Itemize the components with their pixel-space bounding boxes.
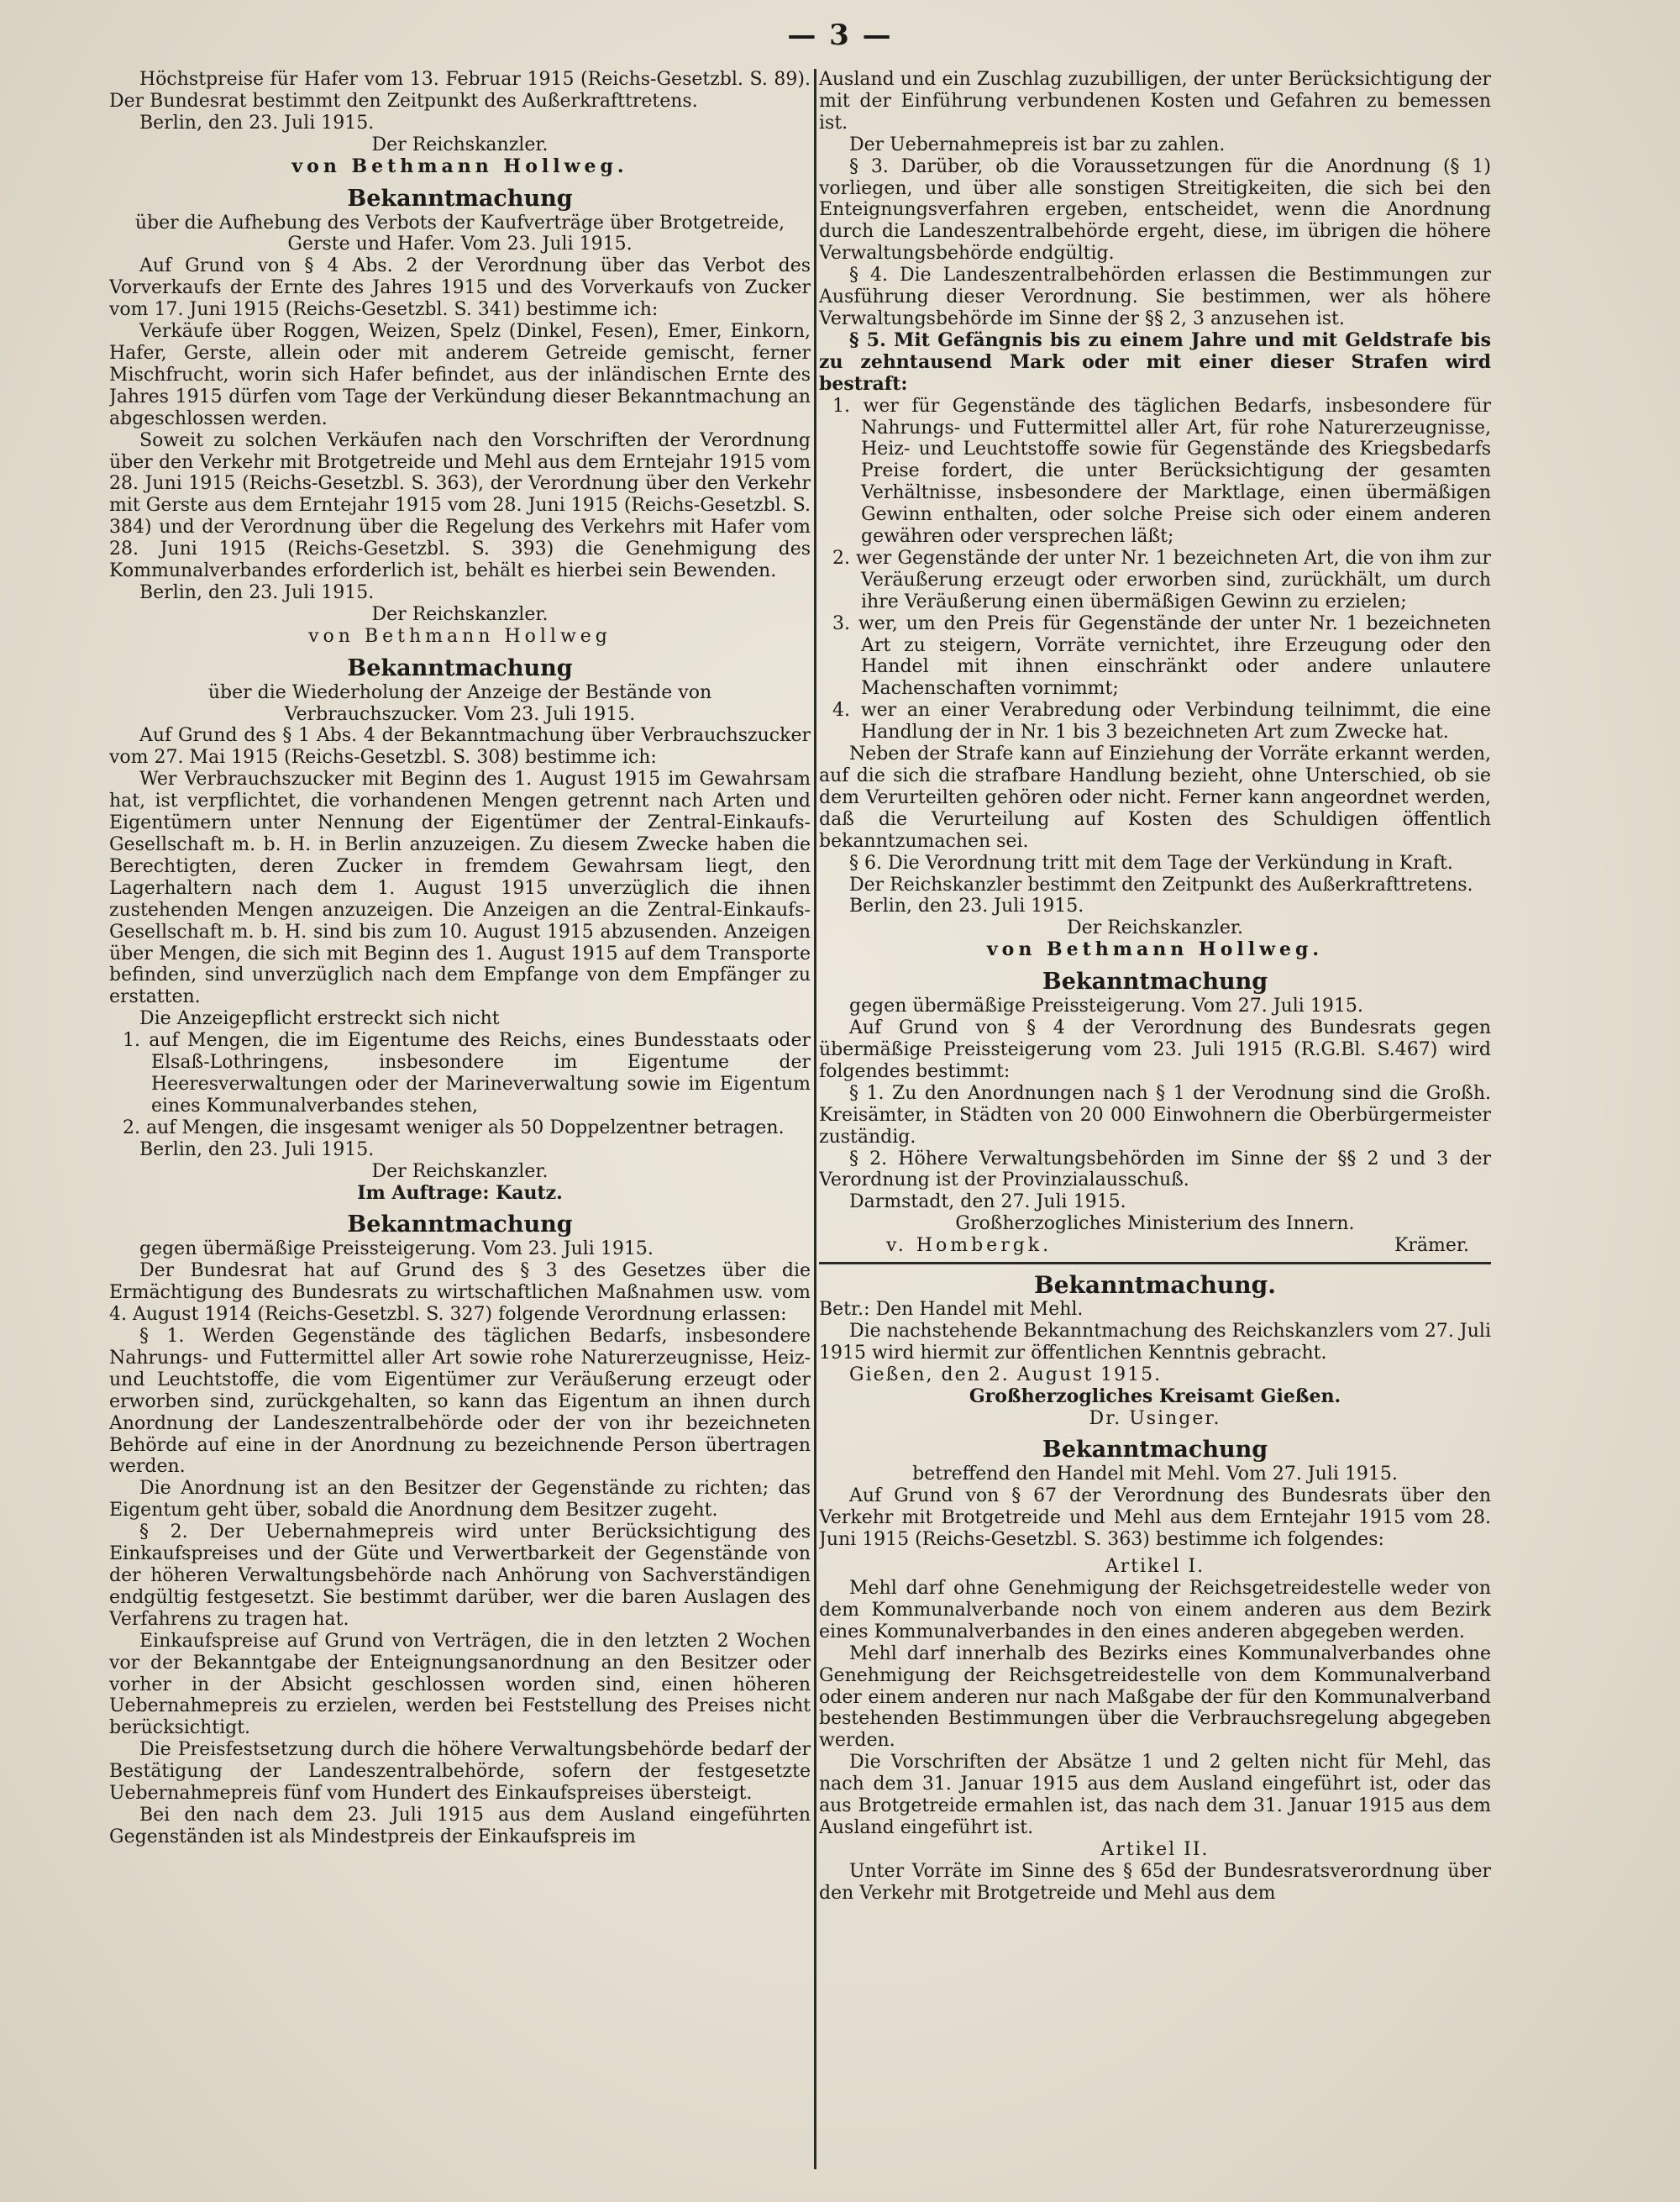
notice-date: Berlin, den 23. Juli 1915. — [139, 1138, 375, 1160]
notice-paragraph: Die Vorschriften der Absätze 1 und 2 gelten nicht für Mehl, das nach dem 31. Januar 1915 aus dem Ausland eingeführt ist, oder das aus Brotgetreide ermahlen ist, das nach dem 31. Januar 1915 aus dem Ausland eingeführt ist. — [819, 1752, 1491, 1838]
intro-date: Berlin, den 23. Juli 1915. — [139, 112, 375, 134]
list-item: 2. wer Gegenstände der unter Nr. 1 bezeichneten Art, die von ihm zur Veräußerung erzeugt oder erworben sind, zurückhält, um durch ihre Veräußerung einen übermäßigen Gewinn zu erzielen; — [832, 547, 1491, 612]
notice-paragraph: Mehl darf ohne Genehmigung der Reichsgetreidestelle weder von dem Kommunalverbande noch von einem anderen aus dem Bezirk eines Kommunalverbandes in den eines anderen abgegeben werden. — [819, 1578, 1491, 1642]
notice-subtitle: gegen übermäßige Preissteigerung. Vom 23. Juli 1915. — [139, 1238, 654, 1260]
notice-paragraph: § 1. Werden Gegenstände des täglichen Bedarfs, insbesondere Nahrungs- und Futtermittel aller Art sowie rohe Naturerzeugnisse, Heiz- und Leuchtstoffe, die vom Eigentümer zur Veräußerung erzeugt oder erworben sind, zurückgehalten, so kann das Eigentum an ihnen durch Anordnung der Landeszentralbehörde oder der von ihr bezeichneten Behörde auf eine in der Anordnung zu bezeichnende Person übertragen werden. — [109, 1326, 811, 1478]
notice-heading: Bekanntmachung — [347, 1211, 573, 1238]
notice-paragraph: Die Anordnung ist an den Besitzer der Gegenstände zu richten; das Eigentum geht über, sobald die Anordnung dem Besitzer zugeht. — [109, 1478, 811, 1521]
notice-paragraph: Verkäufe über Roggen, Weizen, Spelz (Dinkel, Fesen), Emer, Einkorn, Hafer, Gerste, allein oder mit anderem Getreide gemischt, ferner Mischfrucht, worin sich Hafer befindet, aus der inländischen Ernte des Jahres 1915 dürfen vom Tage der Verkündung dieser Bekanntmachung an abgeschlossen werden. — [109, 321, 811, 429]
signature-name: v. Hombergk. — [886, 1235, 1053, 1257]
notice-paragraph: § 2. Höhere Verwaltungsbehörden im Sinne der §§ 2 und 3 der Verordnung ist der Provinzialausschuß. — [819, 1148, 1491, 1191]
list-item: 4. wer an einer Verabredung oder Verbindung teilnimmt, die eine Handlung der in Nr. 1 bis 3 bezeichneten Art zum Zwecke hat. — [832, 700, 1491, 744]
signature-title: Der Reichskanzler. — [371, 134, 549, 155]
signature-title: Der Reichskanzler. — [371, 1160, 549, 1182]
notice-paragraph: Mehl darf innerhalb des Bezirks eines Kommunalverbandes ohne Genehmigung der Reichsgetreidestelle von dem Kommunalverband oder einem anderen nur nach Maßgabe der für den Kommunalverband bestehenden Bestimmungen über die Verbrauchsregelung abgegeben werden. — [819, 1642, 1491, 1752]
notice-heading: Bekanntmachung — [347, 654, 573, 681]
notice-paragraph: Auf Grund von § 67 der Verordnung des Bundesrats über den Verkehr mit Brotgetreide und Mehl aus dem Erntejahr 1915 vom 28. Juni 1915 (Reichs-Gesetzbl. S. 363) bestimme ich folgendes: — [819, 1485, 1491, 1551]
notice-paragraph: Die Anzeigepflicht erstreckt sich nicht — [139, 1008, 500, 1030]
notice-paragraph: § 1. Zu den Anordnungen nach § 1 der Verodnung sind die Großh. Kreisämter, in Städten von 20 000 Einwohnern die Oberbürgermeister zuständig. — [819, 1082, 1491, 1148]
notice-paragraph: Die nachstehende Bekanntmachung des Reichskanzlers vom 27. Juli 1915 wird hiermit zur öffentlichen Kenntnis gebracht. — [819, 1320, 1491, 1364]
notice-paragraph: § 5. Mit Gefängnis bis zu einem Jahre und mit Geldstrafe bis zu zehntausend Mark oder mit einer dieser Strafen wird bestraft: — [819, 328, 1491, 395]
notice-paragraph: Der Bundesrat hat auf Grund des § 3 des Gesetzes über die Ermächtigung des Bundesrats zu wirtschaftlichen Maßnahmen usw. vom 4. August 1914 (Reichs-Gesetzbl. S. 327) folgende Verordnung erlassen: — [109, 1260, 811, 1326]
notice-paragraph: Ausland und ein Zuschlag zuzubilligen, der unter Berücksichtigung der mit der Einführung verbundenen Kosten und Gefahren zu bemessen ist. — [819, 69, 1491, 134]
right-column — [819, 69, 1491, 2186]
notice-paragraph: § 2. Der Uebernahmepreis wird unter Berücksichtigung des Einkaufspreises und der Güte und Verwertbarkeit der Gegenstände von der höheren Verwaltungsbehörde nach Anhörung von Sachverständigen endgültig festgesetzt. Sie bestimmt darüber, wer die baren Auslagen des Verfahrens zu tragen hat. — [109, 1521, 811, 1630]
notice-paragraph: Auf Grund von § 4 der Verordnung des Bundesrats gegen übermäßige Preissteigerung vom 23. Juli 1915 (R.G.Bl. S.467) wird folgendes bestimmt: — [819, 1017, 1491, 1082]
notice-date: Darmstadt, den 27. Juli 1915. — [849, 1191, 1126, 1213]
notice-paragraph: Soweit zu solchen Verkäufen nach den Vorschriften der Verordnung über den Verkehr mit Brotgetreide und Mehl aus dem Erntejahr 1915 vom 28. Juni 1915 (Reichs-Gesetzbl. S. 363), der Verordnung über den Verkehr mit Gerste aus dem Erntejahr 1915 vom 28. Juni 1915 (Reichs-Gesetzbl. S. 384) und der Verordnung über die Regelung des Verkehrs mit Hafer vom 28. Juni 1915 (Reichs-Gesetzbl. S. 393) die Genehmigung des Kommunalverbandes erforderlich ist, behält es hierbei sein Bewenden. — [109, 429, 811, 582]
notice-paragraph: Wer Verbrauchszucker mit Beginn des 1. August 1915 im Gewahrsam hat, ist verpflichtet, die vorhandenen Mengen getrennt nach Arten und Eigentümern unter Nennung der Eigentümer der Zentral-Einkaufs-Gesellschaft m. b. H. in Berlin anzuzeigen. Zu diesem Zwecke haben die Berechtigten, deren Zucker in fremdem Gewahrsam liegt, den Lagerhaltern nach dem 1. August 1915 unverzüglich die ihnen zustehenden Mengen anzuzeigen. Die Anzeigen an die Zentral-Einkaufs-Gesellschaft m. b. H. sind bis zum 10. August 1915 abzusenden. Anzeigen über Mengen, die sich mit Beginn des 1. August 1915 auf dem Transporte befinden, sind unverzüglich nach dem Empfange von dem Empfänger zu erstatten. — [109, 769, 811, 1008]
article-heading: Artikel I. — [1105, 1556, 1205, 1578]
notice-paragraph: § 4. Die Landeszentralbehörden erlassen die Bestimmungen zur Ausführung dieser Verordnung. Sie bestimmen, wer als höhere Verwaltungsbehörde im Sinne der §§ 2, 3 anzusehen ist. — [819, 265, 1491, 329]
notice-subtitle: über die Aufhebung des Verbots der Kaufverträge über Brotgetreide, Gerste und Hafer. Vom 23. Juli 1915. — [134, 212, 785, 255]
signature-title: Der Reichskanzler. — [1067, 917, 1243, 939]
notice-subtitle: gegen übermäßige Preissteigerung. Vom 27. Juli 1915. — [849, 996, 1363, 1017]
signature-name: Dr. Usinger. — [1089, 1407, 1221, 1429]
notice-subtitle: betreffend den Handel mit Mehl. Vom 27. Juli 1915. — [912, 1464, 1398, 1485]
left-column — [109, 69, 811, 2186]
notice-heading: Bekanntmachung — [347, 185, 573, 212]
notice-paragraph: Unter Vorräte im Sinne des § 65d der Bundesratsverordnung über den Verkehr mit Brotgetreide und Mehl aus dem — [819, 1860, 1491, 1904]
signature-name: Im Auftrage: Kautz. — [357, 1181, 563, 1204]
notice-paragraph: Auf Grund von § 4 Abs. 2 der Verordnung über das Verbot des Vorverkaufs der Ernte des Jahres 1915 und des Vorverkaufs von Zucker vom 17. Juni 1915 (Reichs-Gesetzbl. S. 341) bestimme ich: — [109, 255, 811, 321]
article-heading: Artikel II. — [1100, 1838, 1210, 1860]
list-item: 1. wer für Gegenstände des täglichen Bedarfs, insbesondere für Nahrungs- und Futtermittel aller Art, für rohe Naturerzeugnisse, Heiz- und Leuchtstoffe sowie für Gegenstände des Kriegsbedarfs Preise fordert, die unter Berücksichtigung der gesamten Verhältnisse, insbesondere der Marktlage, einen übermäßigen Gewinn enthalten, oder solche Preise sich oder einem anderen gewähren oder versprechen läßt; — [832, 395, 1491, 548]
notice-date: Gießen, den 2. August 1915. — [849, 1364, 1163, 1385]
notice-heading: Bekanntmachung — [1042, 1437, 1268, 1464]
notice-heading: Bekanntmachung — [1042, 969, 1268, 996]
notice-paragraph: § 3. Darüber, ob die Voraussetzungen für die Anordnung (§ 1) vorliegen, und über alle sonstigen Streitigkeiten, die sich bei den Enteignungsverfahren ergeben, entscheidet, wenn die Anordnung durch die Landeszentralbehörde ergeht, diese, im übrigen die höhere Verwaltungsbehörde endgültig. — [819, 155, 1491, 265]
signature-name: Krämer. — [1394, 1235, 1469, 1257]
notice-paragraph: Einkaufspreise auf Grund von Verträgen, die in den letzten 2 Wochen vor der Bekanntgabe der Enteignungsanordnung an den Besitzer oder vorher in der Absicht geschlossen worden sind, einen höheren Uebernahmepreis zu erzielen, werden bei Feststellung des Preises nicht berücksichtigt. — [109, 1630, 811, 1739]
signature-title: Großherzogliches Ministerium des Innern. — [955, 1213, 1355, 1235]
notice-paragraph: Bei den nach dem 23. Juli 1915 aus dem Ausland eingeführten Gegenständen ist als Mindestpreis der Einkaufspreis im — [109, 1804, 811, 1847]
signature-name: von Bethmann Hollweg — [308, 625, 612, 647]
notice-heading: Bekanntmachung. — [1034, 1271, 1276, 1300]
page-number: — 3 — — [787, 18, 893, 52]
signature-title: Großherzogliches Kreisamt Gießen. — [969, 1385, 1341, 1407]
notice-date: Berlin, den 23. Juli 1915. — [139, 581, 375, 603]
notice-paragraph: § 6. Die Verordnung tritt mit dem Tage der Verkündung in Kraft. — [849, 852, 1453, 874]
list-item: 2. auf Mengen, die insgesamt weniger als 50 Doppelzentner betragen. — [123, 1117, 785, 1138]
notice-subtitle: über die Wiederholung der Anzeige der Bestände von Verbrauchszucker. Vom 23. Juli 1915. — [207, 681, 712, 725]
column-divider — [814, 69, 816, 2169]
notice-paragraph: Die Preisfestsetzung durch die höhere Verwaltungsbehörde bedarf der Bestätigung der Landeszentralbehörde, sofern der festgesetzte Uebernahmepreis fünf vom Hundert des Einkaufspreises übersteigt. — [109, 1739, 811, 1805]
section-rule — [819, 1262, 1491, 1264]
notice-date: Berlin, den 23. Juli 1915. — [849, 896, 1084, 917]
list-item: 1. auf Mengen, die im Eigentume des Reichs, eines Bundesstaats oder Elsaß-Lothringens, insbesondere im Eigentume der Heeresverwaltungen oder der Marineverwaltung sowie im Eigentum eines Kommunalverbandes stehen, — [123, 1030, 811, 1117]
signature-row — [819, 1235, 1491, 1257]
notice-subject: Betr.: Den Handel mit Mehl. — [819, 1299, 1084, 1321]
list-item: 3. wer, um den Preis für Gegenstände der unter Nr. 1 bezeichneten Art zu steigern, Vorräte vernichtet, ihre Erzeugung oder den Handel mit ihnen einschränkt oder andere unlautere Machenschaften vornimmt; — [832, 612, 1491, 700]
notice-paragraph: Auf Grund des § 1 Abs. 4 der Bekanntmachung über Verbrauchszucker vom 27. Mai 1915 (Reichs-Gesetzbl. S. 308) bestimme ich: — [109, 725, 811, 769]
signature-name: von Bethmann Hollweg. — [291, 155, 628, 177]
notice-paragraph: Der Reichskanzler bestimmt den Zeitpunkt des Außerkrafttretens. — [849, 874, 1473, 896]
signature-title: Der Reichskanzler. — [371, 603, 549, 625]
notice-paragraph: Neben der Strafe kann auf Einziehung der Vorräte erkannt werden, auf die sich die strafbare Handlung bezieht, ohne Unterschied, ob sie dem Verurteilten gehören oder nicht. Ferner kann angeordnet werden, daß die Verurteilung auf Kosten des Schuldigen öffentlich bekanntzumachen sei. — [819, 744, 1491, 852]
notice-paragraph: Der Uebernahmepreis ist bar zu zahlen. — [849, 134, 1226, 155]
signature-name: von Bethmann Hollweg. — [986, 938, 1324, 961]
intro-text: Höchstpreise für Hafer vom 13. Februar 1915 (Reichs-Gesetzbl. S. 89). Der Bundesrat bestimmt den Zeitpunkt des Außerkrafttretens. — [109, 69, 811, 112]
